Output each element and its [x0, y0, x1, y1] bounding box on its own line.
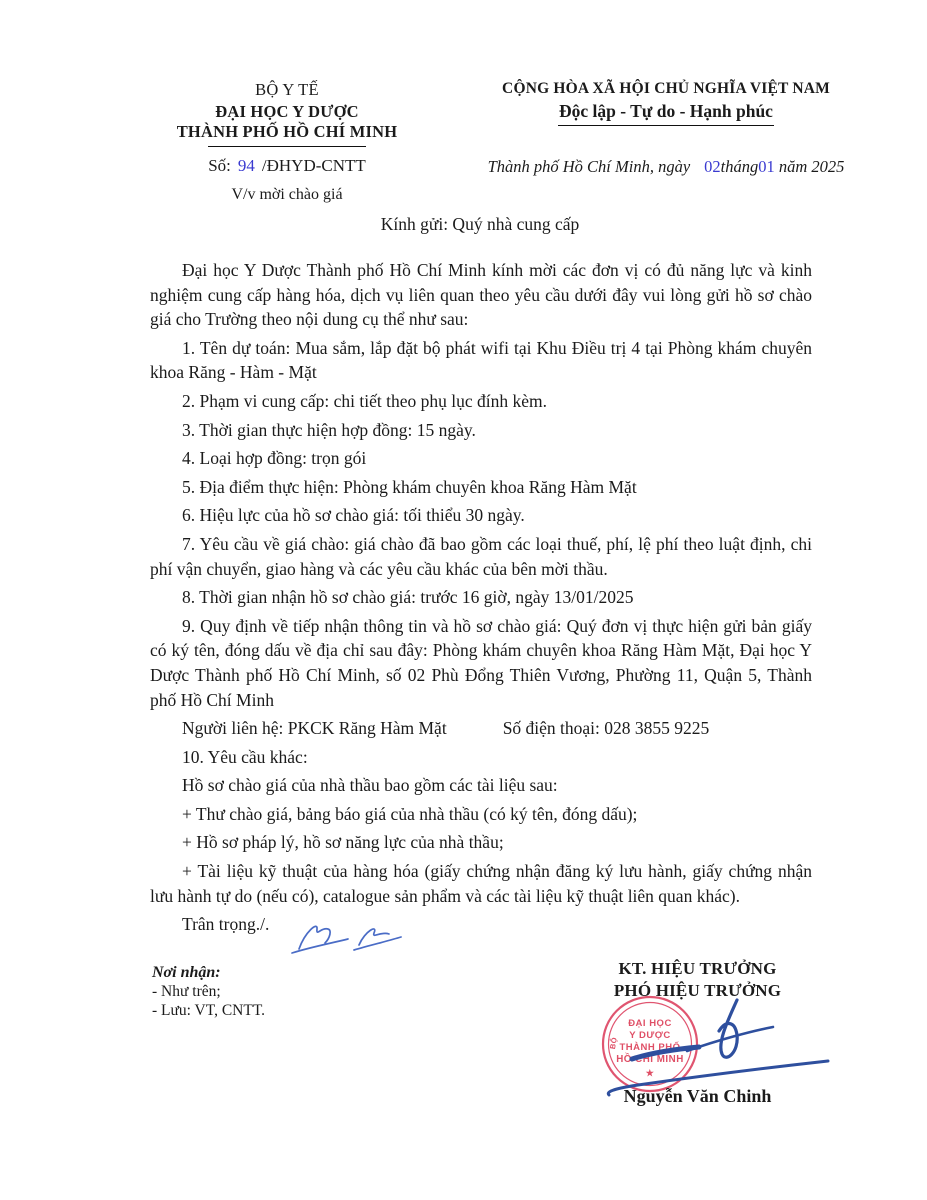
parent-org-name: BỘ Y TẾ	[255, 80, 319, 99]
red-round-stamp	[603, 997, 697, 1091]
document-subject: V/v mời chào giá	[231, 186, 343, 203]
document-number-label: Số:	[208, 156, 231, 175]
item-6: 6. Hiệu lực của hồ sơ chào giá: tối thiểu 30 ngày.	[182, 505, 525, 526]
dossier-req-3: + Tài liệu kỹ thuật của hàng hóa (giấy chứng nhận đăng ký lưu hành, giấy chứng nhận lưu hành tự do (nếu có), catalogue sản phẩm và các tài liệu kỹ thuật liên quan khác).	[150, 861, 812, 906]
stamp-star: ★	[645, 1068, 655, 1078]
item-9: 9. Quy định về tiếp nhận thông tin và hồ sơ chào giá: Quý đơn vị thực hiện gửi bản giấy có ký tên, đóng dấu về địa chỉ sau đây: Phòng khám chuyên khoa Răng Hàm Mặt, Đại học Y Dược Thành phố Hồ Chí Minh, số 02 Phù Đổng Thiên Vương, Phường 11, Quận 5, Thành phố Hồ Chí Minh	[150, 615, 812, 710]
recipient-line-2: - Lưu: VT, CNTT.	[152, 1002, 266, 1019]
org-underline	[208, 146, 366, 147]
contact-person: Người liên hệ: PKCK Răng Hàm Mặt	[182, 718, 447, 739]
signer-title-line2: PHÓ HIỆU TRƯỞNG	[613, 981, 782, 1000]
item-4: 4. Loại hợp đồng: trọn gói	[182, 448, 367, 469]
motto-underline	[558, 125, 774, 126]
item-10: 10. Yêu cầu khác:	[182, 746, 308, 767]
national-motto-block	[456, 80, 876, 204]
contact-line	[150, 716, 812, 741]
recipients-block	[152, 963, 265, 1020]
date-month-value: 01	[758, 157, 775, 176]
item-1: 1. Tên dự toán: Mua sắm, lắp đặt bộ phát wifi tại Khu Điều trị 4 tại Phòng khám chuyên khoa Răng - Hàm - Mặt	[150, 337, 812, 383]
item-8: 8. Thời gian nhận hồ sơ chào giá: trước 16 giờ, ngày 13/01/2025	[182, 587, 634, 608]
stamp-text-line1: ĐẠI HỌC	[628, 1018, 672, 1029]
salutation: Kính gửi: Quý nhà cung cấp	[380, 214, 580, 234]
issuing-org-block	[132, 80, 442, 204]
signer-title-line1: KT. HIỆU TRƯỞNG	[618, 959, 777, 978]
item-5: 5. Địa điểm thực hiện: Phòng khám chuyên khoa Răng Hàm Mặt	[182, 476, 637, 497]
intro-paragraph: Đại học Y Dược Thành phố Hồ Chí Minh kính mời các đơn vị có đủ năng lực và kinh nghiệm cung cấp hàng hóa, dịch vụ liên quan theo yêu cầu dưới đây vui lòng gửi hồ sơ chào giá cho Trường theo nội dung cụ thể như sau:	[150, 260, 812, 330]
closing-phrase: Trân trọng./.	[182, 914, 270, 935]
signer-name: Nguyễn Văn Chinh	[623, 1086, 772, 1106]
stamp-text-line4: HỒ CHÍ MINH	[616, 1054, 684, 1065]
recipient-line-1: - Như trên;	[152, 983, 221, 1000]
stamp-rim-text: BỘ	[607, 1036, 619, 1050]
dossier-req-1: + Thư chào giá, bảng báo giá của nhà thầu (có ký tên, đóng dấu);	[182, 803, 638, 824]
national-motto: Độc lập - Tự do - Hạnh phúc	[559, 101, 773, 121]
document-number-line	[132, 156, 442, 176]
recipients-title: Nơi nhận:	[152, 964, 221, 981]
item-7: 7. Yêu cầu về giá chào: giá chào đã bao gồm các loại thuế, phí, lệ phí theo luật định, chi phí vận chuyển, giao hàng và các yêu cầu khác của bên mời thầu.	[150, 533, 812, 579]
date-day-value: 02	[704, 157, 721, 176]
letter-body	[150, 258, 812, 941]
document-number-value: 94	[237, 156, 255, 175]
date-suffix: năm 2025	[778, 157, 845, 176]
dossier-intro: Hồ sơ chào giá của nhà thầu bao gồm các tài liệu sau:	[182, 775, 558, 796]
approval-initials-signature	[285, 916, 415, 964]
letter-header	[0, 80, 927, 204]
org-name-line2: THÀNH PHỐ HỒ CHÍ MINH	[176, 122, 398, 141]
place-date-line	[456, 157, 876, 177]
item-2: 2. Phạm vi cung cấp: chi tiết theo phụ lục đính kèm.	[182, 390, 547, 411]
item-3: 3. Thời gian thực hiện hợp đồng: 15 ngày.	[182, 419, 476, 440]
date-thang-label: tháng	[720, 157, 759, 176]
date-prefix: Thành phố Hồ Chí Minh, ngày	[487, 157, 691, 176]
org-name-line1: ĐẠI HỌC Y DƯỢC	[215, 102, 359, 121]
document-number-suffix: /ĐHYD-CNTT	[261, 156, 366, 175]
national-name: CỘNG HÒA XÃ HỘI CHỦ NGHĨA VIỆT NAM	[502, 80, 830, 97]
stamp-text-line3: THÀNH PHỐ	[619, 1042, 681, 1053]
contact-phone: Số điện thoại: 028 3855 9225	[502, 718, 710, 739]
stamp-text-line2: Y DƯỢC	[629, 1030, 671, 1041]
dossier-req-2: + Hồ sơ pháp lý, hồ sơ năng lực của nhà thầu;	[182, 832, 504, 853]
